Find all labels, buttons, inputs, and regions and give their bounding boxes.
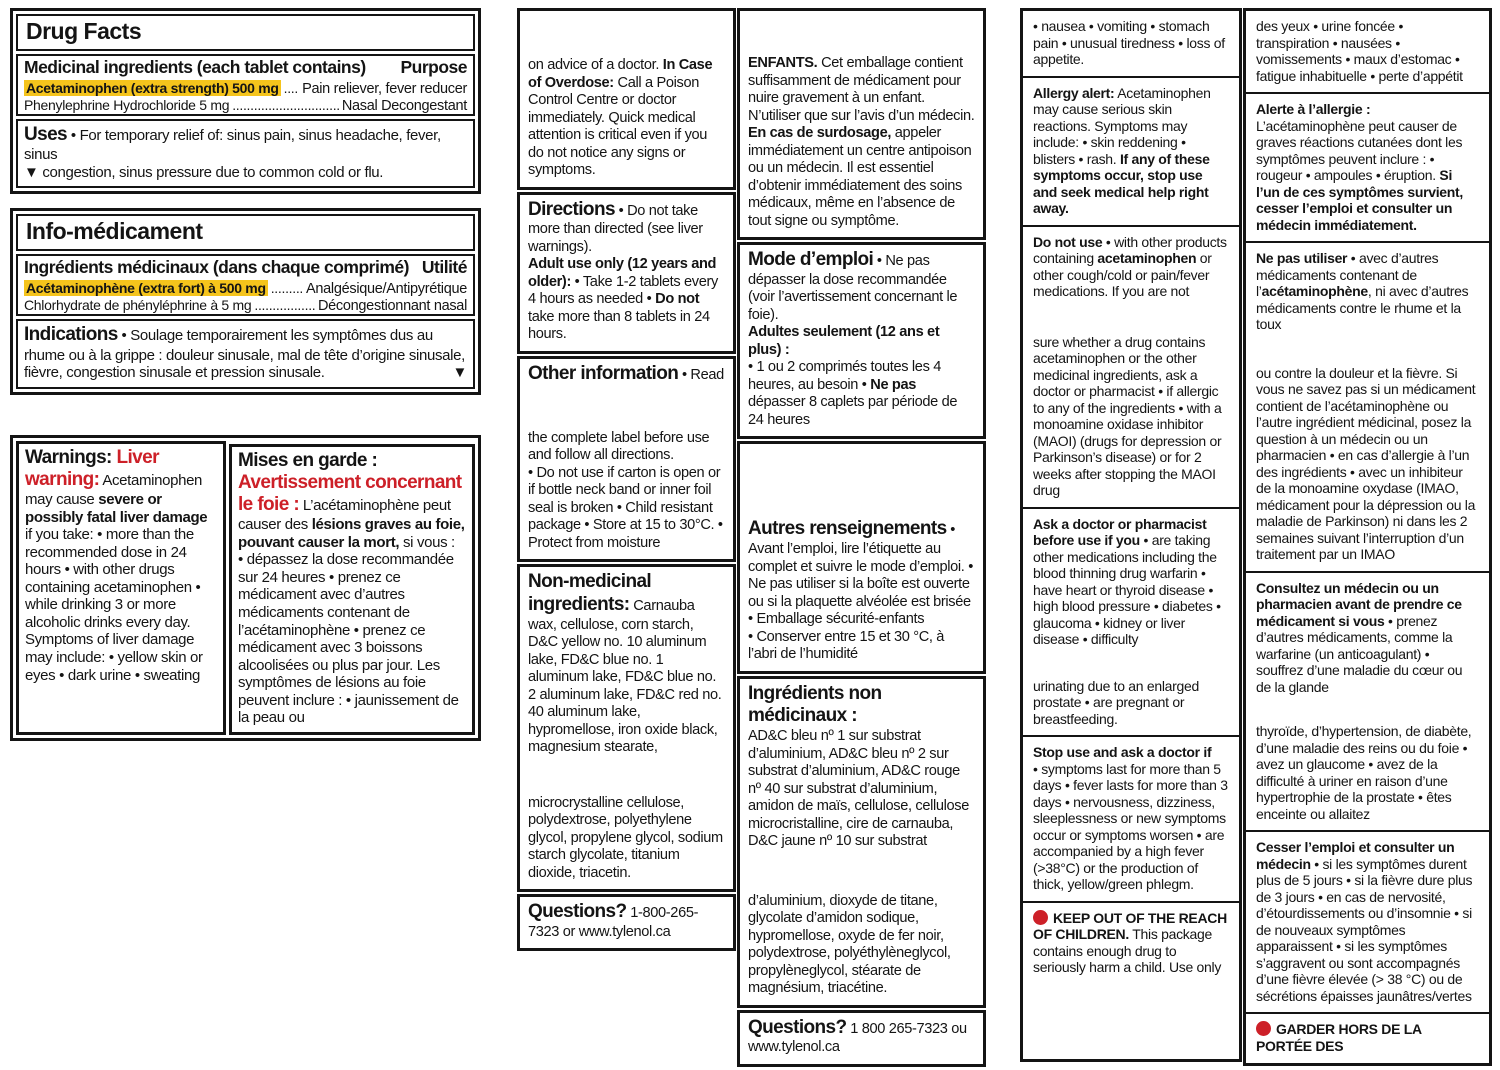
panel-mode-emploi-fr (737, 8, 986, 1067)
section-alerte-allergie (1246, 92, 1489, 241)
text-run: Phenylephrine Hydrochloride 5 mg (24, 97, 230, 113)
text-run: Liver warning: (25, 446, 159, 490)
text-run: Ask a doctor or pharmacist before use if you (1033, 515, 1207, 548)
text-run: lésions graves au foie, pouvant causer la mort, (238, 516, 465, 551)
red-dot-icon (1033, 910, 1048, 925)
text-run: L’acétaminophène peut causer de graves réactions cutanées dont les symptômes peuvent inclure : • rougeur • ampoules • éruption. (1256, 117, 1463, 183)
text-run: Acétaminophène (extra fort) à 500 mg (26, 280, 266, 297)
text-run: • symptoms last for more than 5 days • fever lasts for more than 3 days • nervousness, dizziness, sleeplessness or new symptoms occur or symptoms worsen • are accompanied by a high fever (>38°C) or the production of thick, yellow/green phlegm. (1033, 760, 1228, 892)
dot-leader (232, 97, 339, 113)
ingredient-name (24, 97, 229, 113)
text-run: microcrystalline cellulose, polydextrose, polyethylene glycol, propylene glycol, sodium starch glycolate, titanium dioxide, triacetin. (528, 794, 723, 881)
info-medicament-title: Info-médicament (16, 214, 475, 251)
blank-space (748, 851, 975, 893)
text-run: the complete label before use and follow all directions. (528, 429, 710, 464)
blank-space (1256, 695, 1479, 723)
utilite-header: Utilité (421, 257, 467, 278)
warnings-en-box (16, 441, 226, 735)
text-run: In Case of Overdose: (528, 57, 713, 91)
ingredient-row (18, 97, 473, 114)
text-run: • nausea • vomiting • stomach pain • unusual tiredness • loss of appetite. (1033, 18, 1225, 67)
text-run: • are taking other medications including the blood thinning drug warfarin • have heart or thyroid disease • high blood pressure • diabetes • glaucoma • kidney or liver disease • difficulty (1033, 532, 1221, 647)
text-run: • For temporary relief of: sinus pain, sinus headache, fever, sinus (24, 127, 441, 164)
text-run: Adult use only (12 years and older): (528, 256, 717, 290)
text-run: • Do not take more than directed (see liver warnings). (528, 202, 703, 255)
blank-space (748, 448, 975, 518)
other-information-box (517, 356, 736, 562)
panel-warnings-fr-right (1243, 8, 1492, 1066)
text-run: Adultes seulement (12 ans et plus) : (748, 324, 940, 358)
enfants-box (737, 8, 986, 240)
text-run: Allergy alert: (1033, 84, 1115, 101)
text-run: • Conserver entre 15 et 30 °C, à l’abri de l’humidité (748, 628, 945, 663)
text-run: acétaminophène (1261, 283, 1368, 299)
text-run: • prenez d’autres médicaments, comme la warfarine (un anticoagulant) • souffrez d’une maladie du cœur ou de la glande (1256, 612, 1463, 695)
text-run: Acetaminophen may cause (25, 471, 203, 509)
text-run: Warnings: (25, 446, 117, 468)
text-run: Cesser l’emploi et consulter un médecin (1256, 839, 1455, 872)
section-stop-use (1023, 735, 1239, 901)
text-run: ou contre la douleur et la fièvre. Si vous ne savez pas si un médicament contient de l’acétaminophène ou l’autre ingrédient médicinal, posez la question à un médecin ou un pharmacien • en cas d’allergie à l’un des ingrédients • avec un inhibiteur de la monoamine oxydase (IMAO, médicament pour la dépression ou la maladie de Parkinson) ni dans les 2 semaines suivant l’interruption d’un traitement par un IMAO (1256, 364, 1476, 562)
ingredient-purpose: Nasal Decongestant (341, 98, 467, 114)
text-run: severe or possibly fatal liver damage (25, 491, 208, 526)
text-run: sure whether a drug contains acetaminophen or the other medicinal ingredients, ask a doctor or pharmacist • if allergic to any of the ingredients • with a monoamine oxidase inhibitor (MAOI) (drugs for depression or Parkinson’s disease) or for 2 weeks after stopping the MAOI drug (1033, 333, 1222, 498)
text-run: if you take: • more than the recommended dose in 24 hours • with other drugs containing acetaminophen • while drinking 3 or more alcoholic drinks every day. Symptoms of liver damage may include: • yellow skin or eyes • dark urine • sweating (25, 526, 203, 684)
ingredient-name (24, 297, 251, 313)
dot-leader (284, 80, 299, 96)
text-run: 1-800-265-7323 or www.tylenol.ca (528, 905, 699, 940)
blank-space (528, 757, 725, 795)
text-run: • si les symptômes durent plus de 5 jours • si la fièvre dure plus de 3 jours • en cas de nervosité, d’étourdissements ou d’insomnie • si de nouveaux symptômes apparaissent • si les symptômes s’aggravent ou sont accompagnés d’une fièvre élevée (> 38 °C) ou de sécrétions épaisses jaunâtres/vertes (1256, 855, 1473, 1004)
text-run: ▼ congestion, sinus pressure due to common cold or flu. (24, 163, 384, 181)
text-run: Non-medicinal ingredients: (528, 571, 652, 615)
down-arrow-icon: ▼ (452, 364, 467, 382)
text-run: Si l’un de ces symptômes survient, cesser l’emploi et consulter un médecin immédiatement. (1256, 167, 1463, 233)
blank-space (528, 386, 725, 430)
blank-space (748, 15, 975, 55)
purpose-header: Purpose (400, 57, 467, 77)
text-run: If any of these symptoms occur, stop use and seek medical help right away. (1033, 150, 1210, 216)
text-run: dépasser 8 caplets par période de 24 heures (748, 394, 958, 428)
text-run: • Read (678, 366, 724, 383)
drug-facts-title: Drug Facts (16, 14, 475, 51)
text-run: Directions (528, 198, 615, 220)
blank-space (1033, 300, 1229, 334)
text-run: Consultez un médecin ou un pharmacien avant de prendre ce médicament si vous (1256, 579, 1462, 629)
ingredient-name (24, 280, 268, 296)
text-run: Mode d’emploi (748, 249, 874, 270)
panel-directions-en (517, 8, 736, 951)
ingredient-purpose: Analgésique/Antipyrétique (306, 281, 467, 298)
ingredient-row (18, 280, 473, 297)
warnings-group (10, 435, 481, 741)
ingredients-header (18, 256, 473, 280)
text-run: • Emballage sécurité-enfants (748, 611, 925, 628)
non-medicinal-ingredients-box (517, 564, 736, 892)
text-run: Mises en garde : (238, 449, 378, 471)
text-run: Chlorhydrate de phényléphrine à 5 mg (24, 297, 252, 314)
questions-en-box (517, 894, 736, 951)
section-cesser-emploi (1246, 830, 1489, 1012)
text-run: Uses (24, 124, 68, 145)
info-medicament-group (10, 208, 481, 394)
text-run: Cet emballage contient suffisamment de médicament pour nuire gravement à un enfant. N’utiliser que sur l’avis d’un médecin. (748, 55, 975, 124)
text-run: • Ne pas dépasser la dose recommandée (voir l’avertissement concernant le foie). (748, 253, 958, 323)
section-consultez-medecin (1246, 571, 1489, 831)
text-run: KEEP OUT OF THE REACH OF CHILDREN. (1033, 909, 1227, 942)
autres-renseignements-box (737, 441, 986, 673)
text-run: • Avant l’emploi, lire l’étiquette au complet et suivre le mode d’emploi. • Ne pas utiliser si la boîte est ouverte ou si la plaquette alvéolée est brisée (748, 522, 973, 610)
text-run: • dépassez la dose recommandée sur 24 heures • prenez ce médicament avec d’autres médicaments contenant de l’acétaminophène • prenez ce médicament avec 3 boissons alcoolisées ou plus par jour. Les symptômes de lésions au foie peuvent inclure : • jaunissement de la peau ou (238, 551, 459, 727)
text-run: Ne pas (870, 376, 917, 393)
text-run: Acetaminophen may cause serious skin reactions. Symptoms may include: • skin reddening • blisters • rash. (1033, 84, 1211, 167)
section-ask-doctor (1023, 507, 1239, 736)
text-run: • Soulage temporairement les symptômes dus au rhume ou à la grippe : douleur sinusale, mal de tête d’origine sinusale, fièvre, congestion sinusale et pression sinusale. (24, 327, 465, 382)
text-run: AD&C bleu nº 1 sur substrat d’aluminium, AD&C bleu nº 2 sur substrat d’aluminium, AD&C rouge nº 40 sur substrat d’aluminium, amidon de maïs, cellulose, cellulose microcristalline, cire de carnauba, D&C jaune nº 10 sur substrat (748, 728, 970, 850)
indications-box (16, 319, 475, 388)
text-run: on advice of a doctor. (528, 57, 663, 73)
ingredients-medicinaux-box (16, 254, 475, 316)
directions-box (517, 192, 736, 354)
text-run: Other information (528, 362, 679, 384)
text-run: 1 800 265-7323 ou www.tylenol.ca (748, 1020, 967, 1056)
section-des-yeux-continuation (1246, 11, 1489, 92)
text-run: • Take 1-2 tablets every 4 hours as needed • (528, 273, 718, 308)
text-run: L’acétaminophène peut causer des (238, 497, 451, 534)
overdose-box (517, 8, 736, 190)
text-run: Carnauba wax, cellulose, corn starch, D&C yellow no. 10 aluminum lake, FD&C blue no. 1 aluminum lake, FD&C blue no. 2 aluminum lake, FD&C red no. 40 aluminum lake, hypromellose, iron oxide black, magnesium stearate, (528, 597, 722, 756)
section-keep-out-of-reach (1023, 901, 1239, 984)
medicinal-header-left: Medicinal ingredients (each tablet contains) (24, 57, 366, 77)
mode-demploi-box (737, 242, 986, 439)
text-run: appeler immédiatement un centre antipoison ou un médecin. Il est essentiel d’obtenir immédiatement des soins médicaux, même en l’absence de tout signe ou symptôme. (748, 125, 972, 229)
section-allergy-alert (1023, 76, 1239, 225)
text-run: Questions? (528, 901, 627, 923)
text-run: Avertissement concernant le foie : (238, 471, 462, 516)
indications-text (24, 324, 465, 382)
text-run: si vous : (399, 533, 455, 551)
text-run: or other cough/cold or pain/fever medications. If you are not (1033, 250, 1212, 299)
red-dot-icon (1256, 1021, 1271, 1036)
questions-fr-box (737, 1010, 986, 1067)
text-run: Call a Poison Control Centre or doctor immediately. Quick medical attention is critical even if you do not notice any signs or symptoms. (528, 74, 708, 178)
text-run: • avec d’autres médicaments contenant de l’ (1256, 250, 1439, 299)
text-run: Indications (24, 324, 118, 346)
ingredient-purpose: Pain reliever, fever reducer (302, 81, 467, 97)
ingredient-purpose: Décongestionnant nasal (318, 298, 467, 315)
blank-space (528, 15, 725, 57)
text-run: ENFANTS. (748, 55, 818, 71)
text-run: des yeux • urine foncée • transpiration • nausées • vomissements • maux d’estomac • fatigue inhabituelle • perte d’appétit (1256, 18, 1463, 84)
blank-space (1033, 648, 1229, 678)
text-run: acetaminophen (1097, 250, 1197, 266)
panel-warnings-en-right (1020, 8, 1242, 1062)
text-run: Do not (655, 291, 700, 308)
text-run: d’aluminium, dioxyde de titane, glycolate d’amidon sodique, hypromellose, oxyde de fer noir, polydextrose, polyéthylèneglycol, propylèneglycol, stéarate de magnésium, triacétine. (748, 892, 951, 997)
text-run: • with other products containing (1033, 233, 1227, 266)
dot-leader (254, 297, 315, 313)
text-run: Do not use (1033, 233, 1103, 250)
text-run: , ni avec d’autres médicaments contre le rhume et la toux (1256, 283, 1469, 332)
text-run: thyroïde, d’hypertension, de diabète, d’une maladie des reins ou du foie • avez un glaucome • avez de la difficulté à uriner en raison d’une hypertrophie de la prostate • êtes enceinte ou allaitez (1256, 723, 1472, 822)
text-run: Stop use and ask a doctor if (1033, 744, 1212, 760)
text-run: Alerte à l’allergie : (1256, 101, 1371, 117)
ingredients-non-medicinaux-box (737, 676, 986, 1008)
ingredient-name (24, 80, 281, 96)
ingredient-row (18, 80, 473, 97)
panel-left (10, 8, 481, 741)
ingredients-header-left: Ingrédients médicinaux (dans chaque comprimé) (24, 257, 409, 278)
uses-box (16, 119, 475, 188)
drug-facts-group (10, 8, 481, 194)
section-nausea-continuation (1023, 11, 1239, 76)
text-run: GARDER HORS DE LA PORTÉE DES (1256, 1021, 1422, 1054)
dot-leader (271, 280, 303, 296)
medicinal-header (18, 56, 473, 80)
text-run: Ne pas utiliser (1256, 250, 1348, 266)
section-garder-hors-portee (1246, 1012, 1489, 1062)
text-run: Ingrédients non médicinaux : (748, 682, 882, 727)
text-run: urinating due to an enlarged prostate • are pregnant or breastfeeding. (1033, 677, 1199, 727)
medicinal-ingredients-box (16, 54, 475, 116)
text-run: take more than 8 tablets in 24 hours. (528, 308, 710, 343)
text-run: • 1 ou 2 comprimés toutes les 4 heures, au besoin • (748, 359, 941, 393)
warnings-fr-box (229, 444, 475, 735)
text-run: This package contains enough drug to seriously harm a child. Use only (1033, 926, 1222, 975)
text-run: Acetaminophen (extra strength) 500 mg (26, 80, 279, 96)
blank-space (1256, 333, 1479, 365)
section-ne-pas-utiliser (1246, 241, 1489, 571)
text-run: • Do not use if carton is open or if bottle neck band or inner foil seal is broken • Child resistant package • Store at 15 to 30°C. • Protect from moisture (528, 464, 723, 551)
text-run: Autres renseignements (748, 518, 947, 540)
ingredient-row (18, 297, 473, 314)
section-do-not-use (1023, 225, 1239, 507)
text-run: Questions? (748, 1016, 847, 1038)
text-run: En cas de surdosage, (748, 125, 892, 141)
